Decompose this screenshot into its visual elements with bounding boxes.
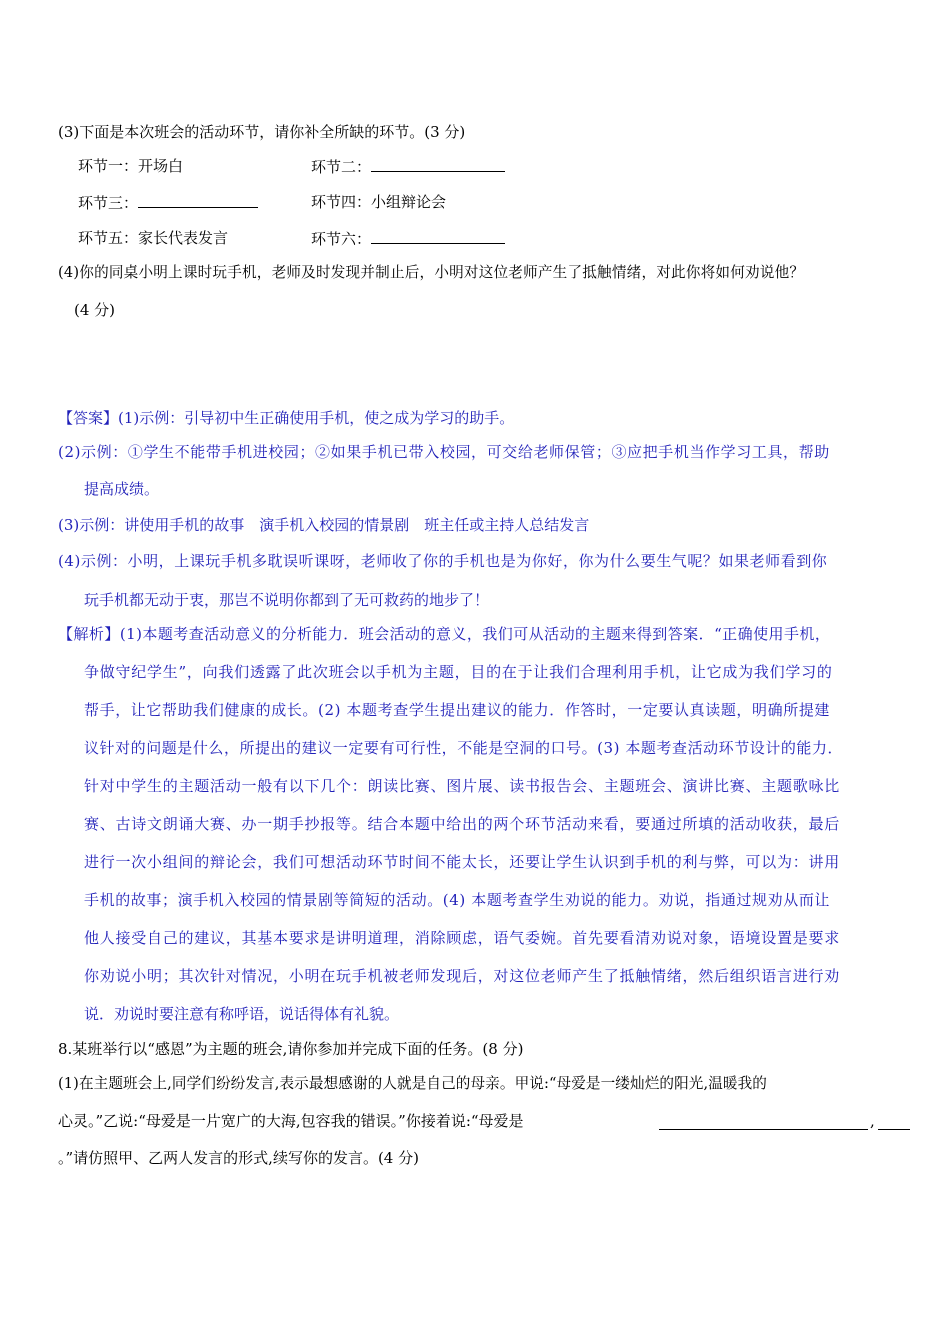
- answer-a4-line1: (4)示例：小明，上课玩手机多耽误听课呀，老师收了你的手机也是为你好，你为什么要生气呢？如果老师看到你: [58, 552, 828, 570]
- analysis-line: 说．劝说时要注意有称呼语，说话得体有礼貌。: [84, 1005, 400, 1023]
- analysis-label: 【解析】: [58, 625, 120, 643]
- answer-a3: (3)示例：讲使用手机的故事 演手机入校园的情景剧 班主任或主持人总结发言: [58, 516, 590, 534]
- analysis-line: 议针对的问题是什么，所提出的建议一定要有可行性，不能是空洞的口号。(3) 本题考查活动环节设计的能力．: [84, 739, 844, 757]
- answer-a2-line2: 提高成绩。: [84, 480, 160, 498]
- analysis-line-1-row: [58, 623, 830, 645]
- analysis-line: (1)本题考查活动意义的分析能力．班会活动的意义，我们可从活动的主题来得到答案．“正确使用手机，: [119, 625, 831, 643]
- step-5: 环节五：家长代表发言: [78, 229, 229, 247]
- step-3-row: [78, 191, 258, 214]
- answer-a1-row: [58, 407, 514, 429]
- answer-a1: (1)示例：引导初中生正确使用手机，使之成为学习的助手。: [118, 409, 515, 427]
- analysis-line: 争做守纪学生”，向我们透露了此次班会以手机为主题，目的在于让我们合理利用手机，让它成为我们学习的: [84, 663, 833, 681]
- answer-label: 【答案】: [58, 409, 119, 427]
- step-3-blank[interactable]: [138, 191, 258, 208]
- q7-part4-prompt-line1: (4)你的同桌小明上课时玩手机，老师及时发现并制止后，小明对这位老师产生了抵触情绪，对此你将如何劝说他？: [58, 264, 805, 281]
- q7-part3-prompt: (3)下面是本次班会的活动环节，请你补全所缺的环节。(3 分): [58, 123, 466, 141]
- answer-a4-line2: 玩手机都无动于衷，那岂不说明你都到了无可救药的地步了！: [84, 591, 490, 609]
- analysis-line: 他人接受自己的建议，其基本要求是讲明道理，消除顾虑，语气委婉。首先要看清劝说对象，语境设置是要求: [84, 929, 841, 947]
- analysis-line: 手机的故事；演手机入校园的情景剧等简短的活动。(4) 本题考查学生劝说的能力。劝说，指通过规劝从而让: [84, 891, 831, 909]
- q7-part4-prompt-line2: (4 分): [74, 301, 116, 319]
- answer-a2-line1: (2)示例：①学生不能带手机进校园；②如果手机已带入校园，可交给老师保管；③应把手机当作学习工具，帮助: [58, 443, 830, 461]
- step-2-row: [311, 155, 505, 178]
- step-2-label: 环节二：: [311, 158, 372, 176]
- analysis-line: 进行一次小组间的辩论会，我们可想活动环节时间不能太长，还要让学生认识到手机的利与弊，可以为：讲用: [84, 853, 841, 871]
- q8-part1-line3: 。”请仿照甲、乙两人发言的形式,续写你的发言。(4 分): [58, 1149, 419, 1167]
- step-2-blank[interactable]: [371, 155, 505, 172]
- q8-part1-line2-text: 心灵。”乙说:“母爱是一片宽广的大海,包容我的错误。”你接着说:“母爱是: [58, 1112, 524, 1130]
- analysis-line: 你劝说小明；其次针对情况，小明在玩手机被老师发现后，对这位老师产生了抵触情绪，然后组织语言进行劝: [84, 967, 841, 985]
- analysis-line: 赛、古诗文朗诵大赛、办一期手抄报等。结合本题中给出的两个环节活动来看，要通过所填的活动收获，最后: [84, 815, 841, 833]
- step-4: 环节四：小组辩论会: [311, 193, 447, 211]
- analysis-line: 帮手，让它帮助我们健康的成长。(2) 本题考查学生提出建议的能力．作答时，一定要认真读题，明确所提建: [84, 701, 831, 719]
- analysis-line: 针对中学生的主题活动一般有以下几个：朗读比赛、图片展、读书报告会、主题班会、演讲比赛、主题歌咏比: [84, 777, 841, 795]
- step-6-label: 环节六：: [311, 230, 372, 248]
- q8-part1-line1: (1)在主题班会上,同学们纷纷发言,表示最想感谢的人就是自己的母亲。甲说:“母爱是一缕灿烂的阳光,温暖我的: [58, 1075, 767, 1092]
- step-3-label: 环节三：: [78, 194, 139, 212]
- step-6-blank[interactable]: [371, 227, 505, 244]
- step-1: 环节一：开场白: [78, 157, 184, 175]
- q8-title: 8.某班举行以“感恩”为主题的班会,请你参加并完成下面的任务。(8 分): [58, 1040, 524, 1058]
- answer-blank-1[interactable]: [659, 1113, 868, 1130]
- q8-comma: ,: [870, 1112, 875, 1130]
- step-6-row: [311, 227, 505, 250]
- answer-blank-2[interactable]: [878, 1113, 910, 1130]
